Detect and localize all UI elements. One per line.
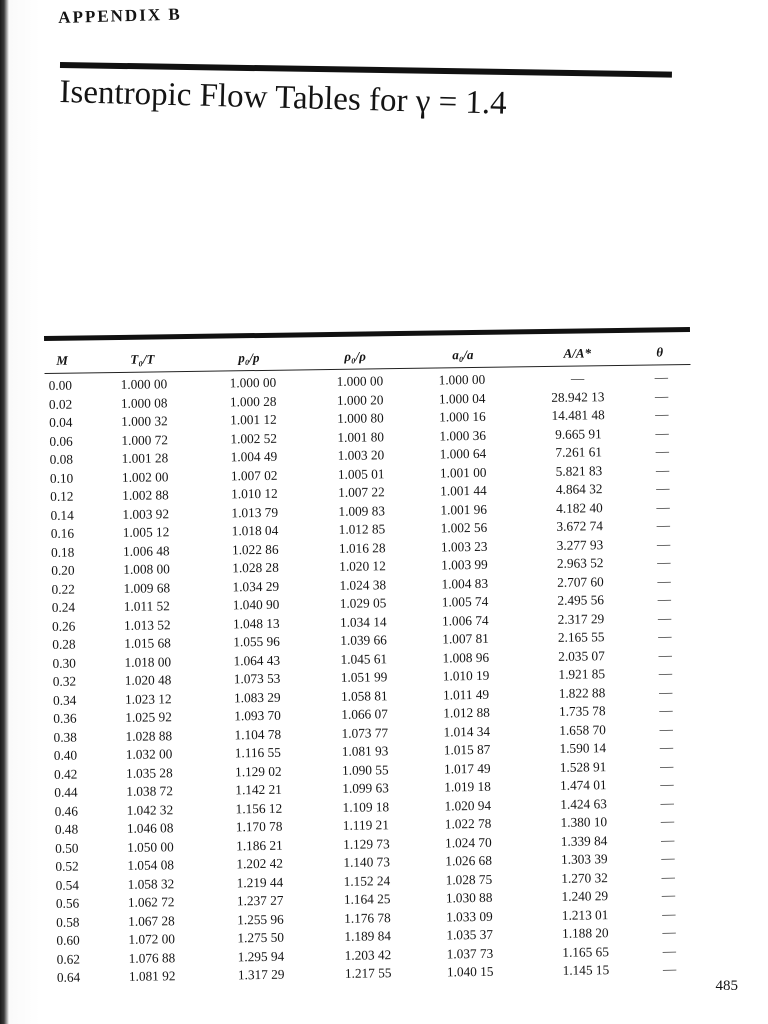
table-cell: 1.474 01 — [559, 777, 607, 793]
table-cell: 1.022 78 — [444, 815, 492, 832]
table-cell: 1.090 55 — [341, 761, 389, 778]
table-cell: 3.277 93 — [556, 536, 604, 553]
column-header-theta: θ — [656, 344, 664, 360]
table-cell: 1.001 28 — [121, 450, 169, 466]
table-cell: 1.005 01 — [337, 465, 385, 482]
table-cell: 0.00 — [48, 377, 73, 393]
table-cell: 1.073 53 — [233, 670, 281, 687]
table-cell: 1.028 88 — [125, 727, 173, 744]
table-cell: 2.495 56 — [557, 592, 605, 608]
table-cell: 1.000 08 — [120, 394, 168, 411]
table-cell: 1.003 99 — [441, 556, 488, 573]
table-cell: 0.64 — [56, 969, 81, 985]
table-cell: 1.002 88 — [122, 487, 169, 503]
table-cell: 1.083 29 — [233, 689, 281, 705]
table-cell: 1.000 28 — [229, 393, 277, 409]
table-cell: 0.08 — [49, 451, 74, 467]
table-cell: 1.018 04 — [231, 522, 279, 539]
table-cell: 1.188 20 — [562, 925, 609, 941]
table-cell: 1.034 14 — [339, 613, 387, 630]
table-cell: 1.000 00 — [120, 376, 168, 392]
table-cell: 1.067 28 — [128, 912, 175, 929]
page-title: Isentropic Flow Tables for γ = 1.4 — [59, 74, 508, 122]
table-cell: 1.024 38 — [339, 576, 387, 593]
table-cell: 1.007 22 — [338, 484, 385, 500]
table-cell: 1.000 04 — [438, 390, 486, 406]
table-cell: 0.52 — [55, 858, 79, 874]
table-cell: 0.32 — [52, 673, 77, 689]
table-cell: 1.076 88 — [128, 949, 176, 966]
table-cell: — — [661, 868, 676, 884]
appendix-label: APPENDIX B — [58, 4, 182, 27]
table-cell: 0.16 — [50, 525, 75, 541]
table-cell: 1.014 34 — [443, 723, 491, 739]
table-cell: 0.58 — [56, 914, 80, 930]
table-cell: — — [657, 609, 672, 625]
table-cell: 1.039 66 — [340, 632, 387, 648]
table-cell: 1.013 52 — [123, 616, 171, 633]
table-cell: 1.012 88 — [443, 704, 490, 721]
table-cell: 1.189 84 — [344, 928, 392, 944]
table-cell: 1.024 70 — [445, 834, 492, 850]
table-cell: 1.156 12 — [235, 800, 283, 816]
table-cell: 0.54 — [55, 877, 80, 893]
table-cell: 1.006 74 — [441, 612, 489, 628]
column-header-mach: M — [56, 352, 69, 368]
table-cell: 1.022 86 — [231, 541, 279, 557]
table-cell: — — [656, 517, 671, 533]
table-cell: 1.013 79 — [231, 504, 279, 520]
table-cell: 1.054 08 — [127, 857, 175, 873]
table-cell: 1.005 12 — [122, 524, 170, 540]
table-cell: 1.424 63 — [560, 795, 607, 812]
table-cell: 1.064 43 — [233, 652, 281, 668]
table-cell: 1.001 00 — [439, 464, 487, 480]
table-cell: 1.081 92 — [128, 968, 176, 984]
table-cell: 1.119 21 — [342, 817, 390, 833]
table-cell: 1.009 83 — [338, 502, 386, 519]
table-cell: — — [654, 387, 669, 403]
table-cell: — — [657, 554, 671, 570]
table-cell: 1.000 16 — [439, 408, 486, 425]
table-cell: 1.028 28 — [232, 559, 279, 576]
table-cell: 1.009 68 — [123, 579, 171, 596]
table-cell: 1.019 18 — [444, 778, 491, 795]
table-cell: 9.665 91 — [555, 425, 602, 442]
table-cell: 1.020 48 — [124, 672, 172, 688]
table-cell: 1.048 13 — [232, 615, 280, 631]
table-cell: 1.145 15 — [562, 962, 610, 978]
table-cell: 1.003 20 — [337, 447, 385, 463]
table-cell: 1.219 44 — [236, 874, 284, 890]
table-cell: 1.038 72 — [126, 783, 174, 799]
table-cell: 1.658 70 — [559, 721, 606, 738]
table-cell: — — [655, 461, 670, 477]
table-cell: — — [659, 720, 673, 736]
table-cell: 0.20 — [51, 562, 75, 578]
table-cell: — — [662, 942, 677, 958]
table-cell: 0.24 — [51, 599, 76, 615]
table-cell: 1.040 15 — [446, 963, 494, 980]
table-cell: 0.10 — [49, 470, 74, 486]
table-cell: 0.30 — [52, 655, 76, 671]
table-cell: 0.56 — [55, 895, 80, 911]
table-cell: 1.140 73 — [343, 854, 391, 870]
page-number: 485 — [715, 978, 738, 994]
table-cell: 2.035 07 — [558, 647, 605, 664]
table-cell: 1.109 18 — [342, 798, 390, 815]
table-cell: — — [661, 887, 676, 903]
table-cell: 1.000 80 — [337, 410, 384, 426]
table-cell: 1.203 42 — [344, 946, 392, 963]
table-cell: 1.240 29 — [561, 888, 609, 904]
table-cell: — — [658, 628, 672, 644]
table-cell: 1.037 73 — [446, 945, 494, 961]
table-cell: 1.011 49 — [442, 686, 490, 702]
table-cell: — — [657, 572, 671, 588]
table-cell: — — [656, 535, 671, 551]
table-cell: 1.002 00 — [121, 468, 169, 485]
table-cell: 1.380 10 — [560, 814, 608, 830]
table-cell: 0.50 — [55, 840, 79, 856]
table-cell: 1.004 83 — [441, 575, 489, 591]
table-cell: 1.170 78 — [235, 818, 283, 835]
table-cell: 0.44 — [54, 784, 78, 800]
table-cell: 1.270 32 — [561, 869, 608, 886]
table-cell: 1.255 96 — [237, 911, 284, 927]
table-cell: 1.066 07 — [341, 706, 388, 722]
table-cell: 1.152 24 — [343, 872, 391, 889]
table-cell: 1.104 78 — [234, 726, 282, 742]
table-cell: 1.026 68 — [445, 852, 493, 869]
table-cell: 1.012 85 — [338, 521, 386, 537]
table-cell: — — [655, 406, 669, 422]
table-cell: 1.030 88 — [445, 889, 493, 906]
table-cell: 0.04 — [49, 414, 73, 430]
table-cell: — — [654, 369, 669, 385]
table-cell: 2.317 29 — [557, 610, 605, 627]
table-cell: 0.42 — [54, 766, 78, 782]
table-cell: 0.38 — [53, 729, 77, 745]
table-cell: — — [662, 905, 676, 921]
table-cell: — — [660, 776, 674, 792]
table-cell: 1.000 00 — [336, 373, 384, 389]
table-cell: 1.029 05 — [339, 595, 387, 611]
column-header-speed-of-sound-ratio: a₀/a — [452, 347, 474, 363]
table-cell: 1.000 64 — [439, 445, 487, 462]
table-cell: 1.073 77 — [341, 724, 389, 741]
table-cell: 1.007 02 — [230, 467, 278, 483]
table-cell: 1.116 55 — [234, 744, 281, 761]
table-cell: 1.001 80 — [337, 428, 385, 445]
table-cell: 1.164 25 — [343, 891, 391, 907]
table-cell: 1.023 12 — [124, 690, 172, 707]
table-cell: 1.921 85 — [558, 666, 606, 682]
table-cell: — — [661, 850, 675, 866]
table-cell: 1.000 00 — [438, 371, 486, 388]
table-cell: 1.735 78 — [558, 703, 606, 719]
table-cell: 1.003 92 — [122, 505, 170, 522]
table-cell: 2.963 52 — [556, 555, 604, 571]
table-cell: 1.046 08 — [126, 820, 174, 836]
table-cell: 1.275 50 — [237, 929, 285, 946]
table-cell: 5.821 83 — [555, 462, 603, 479]
table-cell: 0.48 — [54, 821, 79, 837]
table-cell: 0.28 — [52, 636, 76, 652]
table-cell: 1.099 63 — [342, 780, 389, 796]
table-cell: 1.006 48 — [122, 542, 170, 559]
table-cell: 1.015 68 — [124, 635, 171, 651]
table-cell: — — [660, 813, 675, 829]
table-cell: 0.36 — [53, 710, 77, 726]
table-cell: — — [660, 794, 674, 810]
table-cell: 1.142 21 — [235, 781, 283, 798]
column-header-temperature-ratio: T₀/T — [130, 351, 155, 367]
table-cell: 1.058 81 — [340, 687, 388, 704]
table-cell: 4.182 40 — [556, 499, 603, 516]
table-cell: 0.46 — [54, 803, 79, 819]
table-cell: — — [656, 480, 670, 496]
table-cell: 0.14 — [50, 507, 74, 523]
column-header-density-ratio: ρ₀/ρ — [344, 348, 366, 364]
table-cell: 3.672 74 — [556, 518, 604, 534]
table-cell: 1.202 42 — [236, 855, 284, 872]
table-cell: 0.26 — [51, 618, 76, 634]
isentropic-flow-table — [44, 327, 699, 988]
table-cell: — — [658, 646, 672, 662]
table-cell: — — [655, 443, 670, 459]
table-cell: 1.017 49 — [443, 760, 491, 776]
table-cell: 4.864 32 — [555, 481, 603, 497]
table-cell: 1.003 23 — [440, 538, 488, 554]
table-cell: 1.001 12 — [230, 411, 277, 428]
table-cell: 1.035 28 — [126, 764, 173, 781]
table-cell: 1.176 78 — [344, 909, 391, 926]
table-cell: 1.035 37 — [446, 926, 494, 943]
table-cell: 1.081 93 — [341, 743, 389, 759]
table-cell: 1.020 12 — [339, 558, 386, 574]
table-cell: 1.050 00 — [127, 838, 174, 855]
table-cell: 1.339 84 — [560, 832, 608, 849]
table-cell: 0.62 — [56, 951, 81, 967]
table-cell: 1.033 09 — [446, 908, 493, 924]
table-cell: 1.237 27 — [236, 892, 284, 909]
table-cell: 0.02 — [48, 396, 73, 412]
table-cell: 1.002 52 — [230, 430, 278, 446]
table-cell: 1.016 28 — [338, 539, 386, 556]
table-cell: — — [659, 702, 673, 718]
table-cell: 0.40 — [53, 747, 78, 763]
table-cell: — — [659, 757, 674, 773]
column-header-pressure-ratio: p₀/p — [238, 349, 260, 366]
table-cell: 1.005 74 — [441, 593, 489, 610]
table-cell: 0.22 — [51, 581, 75, 597]
table-cell: 1.165 65 — [562, 943, 610, 960]
table-cell: 1.008 96 — [442, 649, 490, 665]
table-cell: 1.303 39 — [560, 851, 608, 867]
table-cell: 1.020 94 — [444, 797, 492, 813]
table-cell: 1.040 90 — [232, 596, 280, 613]
table-cell: 1.045 61 — [340, 650, 388, 667]
table-cell: — — [659, 739, 674, 755]
table-cell: 1.008 00 — [123, 561, 170, 577]
table-cell: 1.015 87 — [443, 741, 491, 758]
table-cell: 1.528 91 — [559, 758, 607, 775]
table-cell: 0.12 — [50, 488, 74, 504]
table-cell: 1.000 00 — [229, 374, 277, 391]
table-cell: 1.001 96 — [440, 501, 488, 517]
table-cell: 1.007 81 — [442, 630, 489, 647]
table-cell: — — [662, 924, 676, 940]
table-cell: — — [662, 961, 677, 977]
table-cell: 1.072 00 — [128, 931, 176, 947]
table-body — [45, 369, 699, 988]
column-header-area-ratio: A/A* — [563, 345, 592, 361]
table-cell: 1.295 94 — [237, 948, 285, 964]
title-rule — [60, 62, 672, 78]
table-cell: 2.165 55 — [557, 629, 605, 645]
table-cell: 7.261 61 — [555, 444, 603, 460]
table-cell: 0.34 — [52, 692, 77, 708]
table-cell: 1.025 92 — [125, 709, 172, 725]
table-cell: 1.004 49 — [230, 448, 278, 465]
table-cell: 1.062 72 — [127, 894, 175, 910]
table-header-row — [44, 336, 690, 373]
table-cell: — — [655, 424, 669, 440]
table-cell: 1.001 44 — [440, 482, 487, 499]
table-cell: 1.186 21 — [236, 837, 283, 853]
table-cell: 1.213 01 — [561, 906, 609, 923]
table-cell: 28.942 13 — [551, 388, 605, 405]
table-cell: 1.217 55 — [344, 965, 392, 981]
table-cell: — — [658, 683, 673, 699]
table-cell: — — [658, 665, 673, 681]
table-cell: 1.010 19 — [442, 667, 490, 684]
table-cell: 1.822 88 — [558, 684, 606, 701]
table-cell: 1.000 20 — [336, 391, 384, 408]
table-cell: 1.129 73 — [343, 835, 390, 852]
table-cell: 1.590 14 — [559, 740, 607, 756]
table-cell: 1.058 32 — [127, 875, 175, 892]
table-cell: — — [570, 370, 585, 386]
table-cell: 1.055 96 — [233, 633, 280, 650]
table-cell: 0.06 — [49, 433, 73, 449]
table-cell: 1.093 70 — [234, 707, 281, 724]
table-cell: 1.002 56 — [440, 519, 488, 536]
table-cell: 1.018 00 — [124, 653, 172, 670]
table-cell: 1.051 99 — [340, 669, 388, 685]
table-cell: 1.129 02 — [234, 763, 282, 779]
table-cell: 1.000 72 — [121, 431, 169, 448]
table-cell: 1.000 36 — [439, 427, 487, 443]
table-cell: — — [660, 831, 675, 847]
table-cell: 1.010 12 — [231, 485, 278, 502]
table-cell: 1.000 32 — [121, 413, 168, 429]
table-cell: 1.032 00 — [125, 746, 173, 762]
table-cell: 1.034 29 — [232, 578, 280, 594]
table-cell: 0.18 — [50, 544, 75, 560]
table-cell: 0.60 — [56, 932, 80, 948]
table-cell: 1.011 52 — [123, 598, 170, 614]
table-cell: 14.481 48 — [551, 407, 605, 423]
table-cell: 2.707 60 — [557, 573, 604, 590]
table-cell: 1.028 75 — [445, 871, 493, 887]
table-cell: 1.042 32 — [126, 801, 174, 818]
table-cell: — — [656, 498, 670, 514]
table-cell: 1.317 29 — [237, 966, 285, 983]
table-cell: — — [657, 591, 672, 607]
